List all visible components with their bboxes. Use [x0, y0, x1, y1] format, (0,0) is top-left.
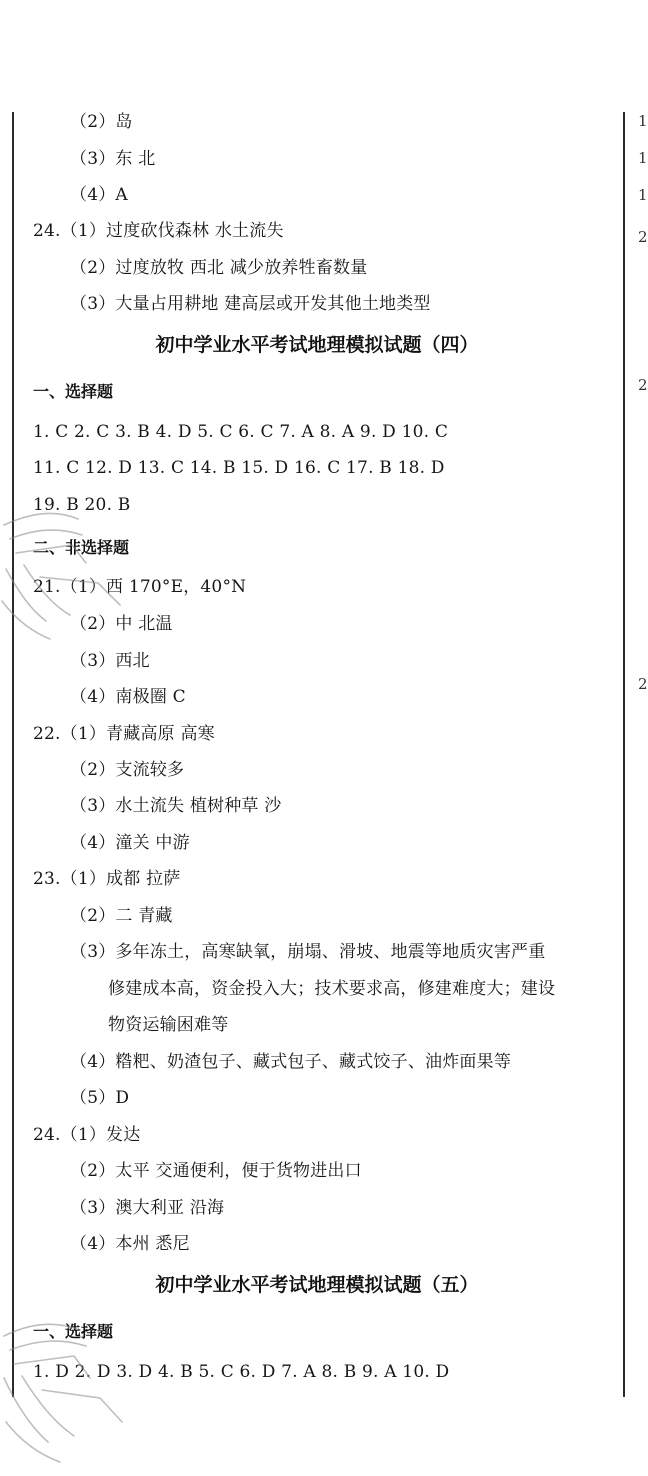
answer-line: （4）A	[70, 185, 128, 205]
answer-line: 1. C 2. C 3. B 4. D 5. C 6. C 7. A 8. A 9. D 10. C	[33, 422, 449, 442]
answer-line: 物资运输困难等	[108, 1015, 229, 1035]
answer-line: 23.（1）成都 拉萨	[33, 869, 181, 889]
exam-four-title: 初中学业水平考试地理模拟试题（四）	[155, 334, 479, 356]
answer-line: （3）多年冻土，高寒缺氧，崩塌、滑坡、地震等地质灾害严重	[70, 942, 546, 962]
section-heading: 一、选择题	[33, 382, 114, 401]
next-column-fragment: 2	[638, 675, 648, 693]
answer-line: （3）西北	[70, 651, 150, 671]
answer-line: （4）南极圈 C	[70, 687, 186, 707]
next-column-fragment: 2	[638, 228, 648, 246]
answer-line: 21.（1）西 170°E，40°N	[33, 577, 247, 597]
next-column-fragment: 1	[638, 149, 648, 167]
answer-line: （3）东 北	[70, 149, 156, 169]
answer-line: 19. B 20. B	[33, 495, 131, 515]
answer-line: 1. D 2. D 3. D 4. B 5. C 6. D 7. A 8. B 9. A 10. D	[33, 1362, 450, 1382]
answer-line: （3）水土流失 植树种草 沙	[70, 796, 282, 816]
answer-line: 24.（1）发达	[33, 1125, 141, 1145]
answer-line: 修建成本高，资金投入大；技术要求高，修建难度大；建设	[108, 979, 556, 999]
right-column-rule	[623, 112, 625, 1397]
next-column-fragment: 1	[638, 186, 648, 204]
answer-line: （3）大量占用耕地 建高层或开发其他土地类型	[70, 294, 431, 314]
answer-line: （4）糌粑、奶渣包子、藏式包子、藏式饺子、油炸面果等	[70, 1052, 512, 1072]
answer-line: 22.（1）青藏高原 高寒	[33, 724, 215, 744]
answer-line: （2）支流较多	[70, 760, 185, 780]
answer-line: 24.（1）过度砍伐森林 水土流失	[33, 221, 284, 241]
answer-line: （3）澳大利亚 沿海	[70, 1198, 225, 1218]
section-heading: 二、非选择题	[33, 538, 130, 557]
answer-line: （4）本州 悉尼	[70, 1234, 190, 1254]
next-column-fragment: 1	[638, 112, 648, 130]
answer-line: （2）过度放牧 西北 减少放养牲畜数量	[70, 258, 368, 278]
answer-line: （2）太平 交通便利，便于货物进出口	[70, 1161, 362, 1181]
next-column-fragment: 2	[638, 376, 648, 394]
answer-line: （2）岛	[70, 112, 133, 132]
answer-line: （2）二 青藏	[70, 906, 173, 926]
section-heading: 一、选择题	[33, 1322, 114, 1341]
answer-line: （5）D	[70, 1088, 130, 1108]
exam-five-title: 初中学业水平考试地理模拟试题（五）	[155, 1274, 479, 1296]
left-column-rule	[12, 112, 14, 1397]
answer-line: 11. C 12. D 13. C 14. B 15. D 16. C 17. B 18. D	[33, 458, 445, 478]
answer-line: （4）潼关 中游	[70, 833, 190, 853]
answer-line: （2）中 北温	[70, 614, 173, 634]
